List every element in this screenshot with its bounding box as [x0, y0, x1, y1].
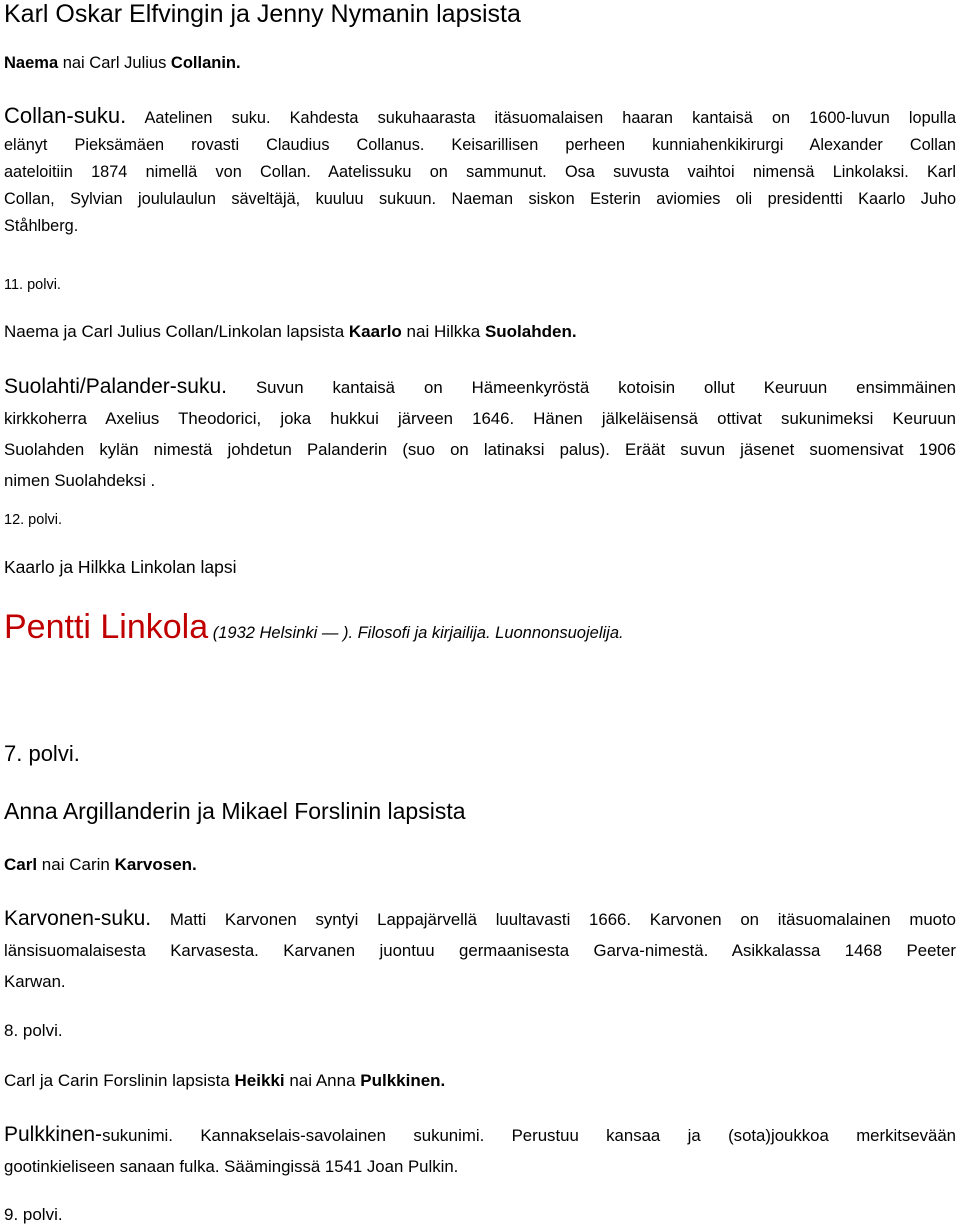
heading-elfving-nyman: Karl Oskar Elfvingin ja Jenny Nymanin lapsista — [4, 0, 521, 28]
marriage-text: nai Carin — [37, 855, 115, 874]
marriage-text: Naema ja Carl Julius Collan/Linkolan lapsista — [4, 322, 349, 341]
collan-line-3: aateloitiin 1874 nimellä von Collan. Aatelissuku on sammunut. Osa suvusta vaihtoi nimensä Linkolaksi. Karl — [4, 163, 956, 181]
name-naema: Naema — [4, 54, 59, 72]
person-pentti-linkola — [4, 604, 956, 657]
collan-family-paragraph — [4, 102, 956, 240]
name-karvosen: Karvosen. — [114, 855, 197, 874]
suolahti-line-2: kirkkoherra Axelius Theodorici, joka hukkui järveen 1646. Hänen jälkeläisensä ottivat sukunimeksi Keuruun — [4, 409, 956, 428]
suolahti-line-3: Suolahden kylän nimestä johdetun Palanderin (suo on latinaksi palus). Eräät suvun jäsenet suomensivat 1906 — [4, 440, 956, 459]
marriage-carl-carin — [4, 850, 956, 881]
name-collan: Collanin. — [170, 54, 241, 72]
pulkkinen-suku-title: Pulkkinen- — [4, 1123, 103, 1146]
child-line: Kaarlo ja Hilkka Linkolan lapsi — [4, 557, 237, 577]
name-suolahden: Suolahden. — [484, 322, 577, 341]
marriage-kaarlo-hilkka — [4, 317, 956, 348]
pulkkinen-line-2: gootinkieliseen sanaan fulka. Säämingissä 1541 Joan Pulkin. — [4, 1157, 459, 1176]
marriage-text: nai Anna — [284, 1071, 361, 1090]
suolahti-family-paragraph — [4, 371, 956, 496]
generation-12: 12. polvi. — [4, 512, 63, 528]
karvonen-line-1: Matti Karvonen syntyi Lappajärvellä luultavasti 1666. Karvonen on itäsuomalainen muoto — [151, 910, 956, 929]
karvonen-line-3: Karwan. — [4, 972, 66, 991]
karvonen-family-paragraph — [4, 903, 956, 997]
generation-11: 11. polvi. — [4, 277, 61, 293]
collan-line-2: elänyt Pieksämäen rovasti Claudius Collanus. Keisarillisen perheen kunniahenkikirurgi Alexander Collan — [4, 136, 956, 154]
pulkkinen-line-1: Kannakselais-savolainen sukunimi. Perustuu kansaa ja (sota)joukkoa merkitsevään — [172, 1126, 956, 1145]
marriage-text: nai Hilkka — [401, 322, 485, 341]
collan-line-5: Ståhlberg. — [4, 217, 79, 235]
karvonen-line-2: länsisuomalaisesta Karvasesta. Karvanen juontuu germaanisesta Garva-nimestä. Asikkalassa 1468 Peeter — [4, 941, 956, 960]
suolahti-line-4: nimen Suolahdeksi . — [4, 471, 156, 490]
collan-line-4: Collan, Sylvian joululaulun säveltäjä, kuuluu sukuun. Naeman siskon Esterin aviomies oli presidentti Kaarlo Juho — [4, 190, 956, 208]
name-carl: Carl — [4, 855, 38, 874]
generation-7: 7. polvi. — [4, 741, 80, 766]
pentti-linkola-name: Pentti Linkola — [4, 608, 209, 646]
pulkkinen-sukunimi: sukunimi. — [102, 1126, 173, 1145]
generation-9: 9. polvi. — [4, 1205, 63, 1224]
suolahti-suku-title: Suolahti/Palander-suku. — [4, 375, 227, 398]
name-pulkkinen: Pulkkinen. — [360, 1071, 446, 1090]
generation-8: 8. polvi. — [4, 1021, 63, 1040]
heading-argillander-forslin: Anna Argillanderin ja Mikael Forslinin lapsista — [4, 798, 466, 824]
marriage-heikki-anna — [4, 1066, 956, 1097]
name-heikki: Heikki — [234, 1071, 285, 1090]
name-kaarlo: Kaarlo — [348, 322, 402, 341]
karvonen-suku-title: Karvonen-suku. — [4, 907, 152, 930]
pulkkinen-family-paragraph — [4, 1119, 956, 1182]
suolahti-line-1: Suvun kantaisä on Hämeenkyröstä kotoisin ollut Keuruun ensimmäinen — [226, 378, 956, 397]
marriage-text: nai Carl Julius — [58, 54, 171, 72]
marriage-naema-collan — [4, 48, 956, 79]
pentti-linkola-details: (1932 Helsinki — ). Filosofi ja kirjailija. Luonnonsuojelija. — [208, 624, 624, 642]
collan-line-1: Aatelinen suku. Kahdesta sukuhaarasta itäsuomalaisen haaran kantaisä on 1600-luvun lopulla — [126, 109, 956, 127]
collan-suku-title: Collan-suku. — [4, 103, 127, 128]
marriage-text: Carl ja Carin Forslinin lapsista — [4, 1071, 235, 1090]
